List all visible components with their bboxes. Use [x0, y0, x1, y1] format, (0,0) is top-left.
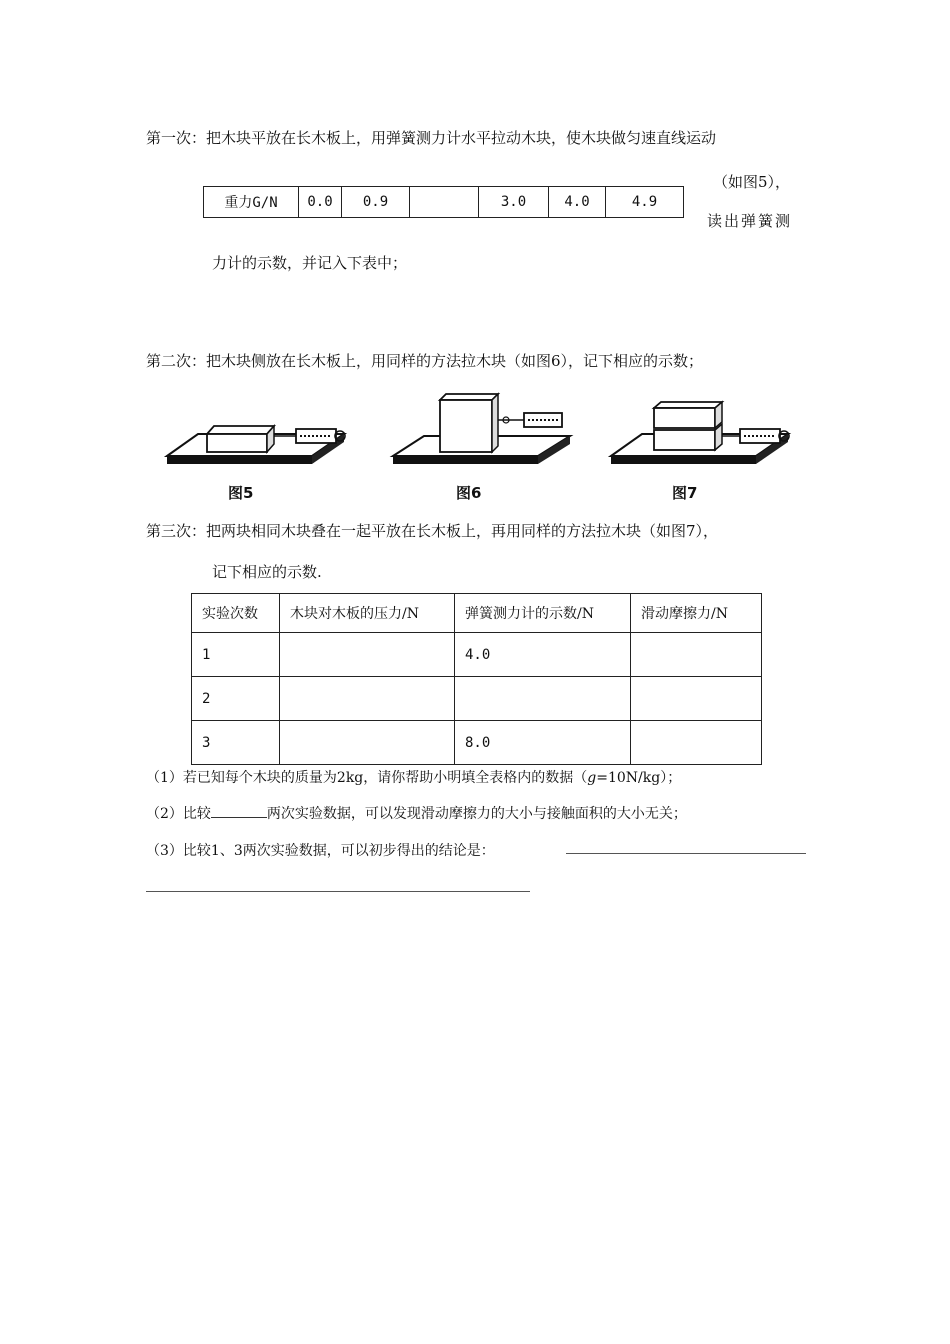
figure-7: [606, 392, 796, 502]
table-cell: 8.0: [455, 721, 631, 765]
figure-5-label: 图5: [228, 484, 254, 502]
question-3-text: （3）比较1、3两次实验数据，可以初步得出的结论是：: [146, 843, 495, 859]
header-friction: 滑动摩擦力/N: [631, 594, 762, 633]
question-2: [146, 803, 687, 823]
table-cell: 4.0: [455, 633, 631, 677]
gravity-label-cell: 重力G/N: [204, 187, 299, 218]
paragraph-third-line1: 第三次：把两块相同木块叠在一起平放在长木板上，再用同样的方法拉木块（如图7），: [146, 522, 719, 540]
gravity-table-row: [204, 187, 684, 218]
experiment-table: [191, 593, 762, 765]
figure-5: [162, 392, 352, 502]
figure-6: [388, 392, 578, 502]
table-cell: [631, 721, 762, 765]
question-1: [146, 767, 681, 787]
question-2-text-a: （2）比较: [146, 806, 211, 822]
gravity-value-cell: 4.0: [549, 187, 606, 218]
table-cell: [280, 721, 455, 765]
question-1-g: g: [587, 770, 597, 786]
table-cell: [455, 677, 631, 721]
question-2-text-b: 两次实验数据，可以发现滑动摩擦力的大小与接触面积的大小无关；: [266, 806, 687, 822]
table-cell: 2: [192, 677, 280, 721]
gravity-value-cell: 0.0: [299, 187, 342, 218]
question-1-text-b: =10N/kg）；: [596, 770, 682, 786]
header-spring-reading: 弹簧测力计的示数/N: [455, 594, 631, 633]
gravity-table: [203, 186, 684, 218]
paragraph-first-line1: 第一次：把木块平放在长木板上，用弹簧测力计水平拉动木块，使木块做匀速直线运动: [146, 129, 717, 147]
figure-5-drawing: [162, 392, 352, 472]
figure-6-label: 图6: [456, 484, 482, 502]
header-trial: 实验次数: [192, 594, 280, 633]
question-1-text-a: （1）若已知每个木块的质量为2kg，请你帮助小明填全表格内的数据（: [146, 770, 588, 786]
figure-6-drawing: [388, 392, 578, 472]
paragraph-third-line2: 记下相应的示数.: [212, 563, 322, 581]
table-row: [192, 721, 762, 765]
paragraph-second: 第二次：把木块侧放在长木板上，用同样的方法拉木块（如图6），记下相应的示数；: [146, 352, 704, 370]
question-3-answer-line[interactable]: [566, 853, 806, 854]
table-cell: [280, 633, 455, 677]
gravity-value-cell: 3.0: [479, 187, 549, 218]
table-row: [192, 633, 762, 677]
gravity-value-cell: 4.9: [606, 187, 684, 218]
figure-7-drawing: [606, 392, 796, 472]
paragraph-first-line3: 读出弹簧测: [707, 212, 793, 230]
paragraph-first-line2: （如图5），: [713, 173, 791, 191]
header-pressure: 木块对木板的压力/N: [280, 594, 455, 633]
experiment-table-header: [192, 594, 762, 633]
table-cell: 3: [192, 721, 280, 765]
table-cell: [280, 677, 455, 721]
table-cell: 1: [192, 633, 280, 677]
paragraph-first-line4: 力计的示数，并记入下表中；: [212, 254, 408, 272]
gravity-value-cell: 0.9: [342, 187, 410, 218]
table-cell: [631, 633, 762, 677]
table-cell: [631, 677, 762, 721]
question-3-answer-line-2[interactable]: [146, 891, 530, 892]
question-2-blank[interactable]: [211, 817, 267, 818]
gravity-value-cell: [410, 187, 479, 218]
figure-7-label: 图7: [672, 484, 698, 502]
table-row: [192, 677, 762, 721]
question-3: [146, 840, 495, 860]
